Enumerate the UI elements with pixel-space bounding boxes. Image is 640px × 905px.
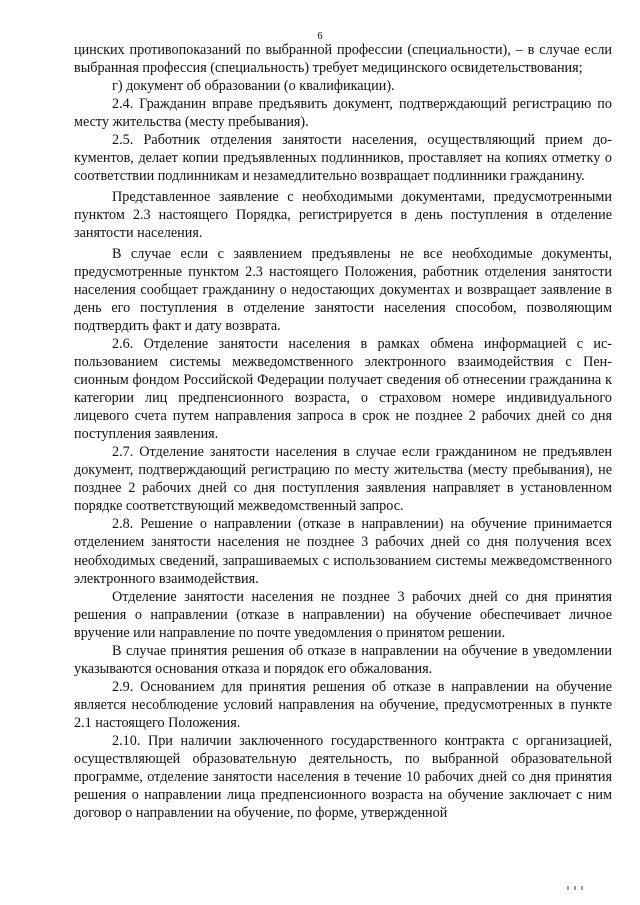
paragraph-decision-notification: Отделение занятости населения не позднее 3 рабочих дней со дня принятия решения о направлении (отказе в направлении) на обучение обеспечивает личное вручение или направление по почте уведомления о принятом решении. [74,588,612,641]
paragraph-2-6: 2.6. Отделение занятости населения в рамках обмена информацией с использованием системы межведомственного электронного взаимодействия с Пенсионным фондом Российской Федерации получает сведения об отнесении гражданина к категории лиц предпенсионного возраста, о страховом номере индивидуального лицевого счета путем направления запроса в срок не позднее 2 рабочих дней со дня поступления заявления. [74,335,612,443]
paragraph-refusal-grounds-notice: В случае принятия решения об отказе в направлении на обучение в уведомлении указываются основания отказа и порядок его обжалования. [74,642,612,677]
paragraph-2-9: 2.9. Основанием для принятия решения об отказе в направлении на обучение является несоблюдение условий направления на обучение, предусмотренных в пункте 2.1 настоящего Положения. [74,678,612,731]
scan-corner-mark [565,886,585,892]
paragraph-missing-documents: В случае если с заявлением предъявлены не все необходимые документы, предусмотренные пунктом 2.3 настоящего Положения, работник отделения занятости населения сообщает гражданину о недостающих документах и возвращает заявление в день его поступления в отделение занятости населения способом, позволяющим подтвердить факт и дату возврата. [74,245,612,334]
paragraph-2-8: 2.8. Решение о направлении (отказе в направлении) на обучение принимается отделением занятости населения не позднее 3 рабочих дней со дня получения всех необходимых сведений, запрашиваемых с использованием системы межведомственного электронного взаимодействия. [74,516,612,587]
paragraph-application-registration: Представленное заявление с необходимыми документами, предусмотренными пунктом 2.3 настоящего Порядка, регистрируется в день поступления в отделение занятости населения. [74,188,612,242]
paragraph-item-g-education-document: г) документ об образовании (о квалификации). [112,78,395,95]
paragraph-2-4: 2.4. Гражданин вправе предъявить документ, подтверждающий регистрацию по месту жительства (месту пребывания). [74,96,612,131]
paragraph-medical-contraindications: цинских противопоказаний по выбранной профессии (специальности), – в случае если выбранная профессия (специальность) требует медицинского освидетельствования; [74,42,612,77]
paragraph-2-7: 2.7. Отделение занятости населения в случае если гражданином не предъявлен документ, подтверждающий регистрацию по месту жительства (месту пребывания), не позднее 2 рабочих дней со дня поступления заявления направляет в установленном порядке соответствующий межведомственный запрос. [74,444,612,515]
paragraph-2-5: 2.5. Работник отделения занятости населения, осуществляющий прием документов, делает копии предъявленных подлинников, проставляет на копиях отметку о соответствии подлинникам и незамедлительно возвращает подлинники гражданину. [74,132,612,185]
paragraph-2-10: 2.10. При наличии заключенного государственного контракта с организацией, осуществляющей образовательную деятельность, по выбранной образовательной программе, отделение занятости населения в течение 10 рабочих дней со дня принятия решения о направлении лица предпенсионного возраста на обучение заключает с ним договор о направлении на обучение, по форме, утвержденной [74,732,612,822]
document-body [74,41,612,822]
page-number: 6 [317,31,323,42]
